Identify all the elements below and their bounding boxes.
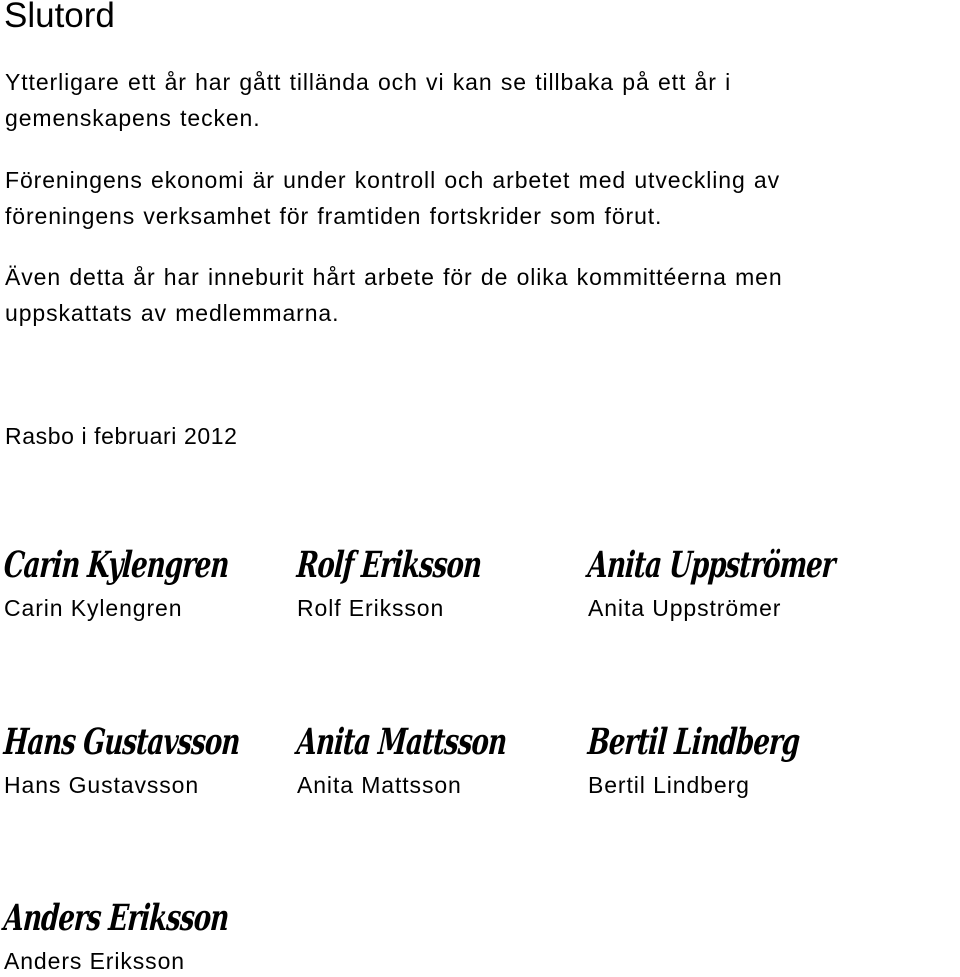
signatory-block <box>4 890 324 976</box>
signatory-name: Bertil Lindberg <box>588 772 750 798</box>
paragraph-line: Ytterligare ett år har gått tillända och vi kan se tillbaka på ett år i <box>5 69 732 95</box>
handwritten-signature: Bertil Lindberg <box>586 721 801 763</box>
signatory-name: Hans Gustavsson <box>4 772 200 798</box>
page-title: Slutord <box>4 0 115 35</box>
closing-paragraph-1 <box>5 64 731 136</box>
signatory-name: Anita Mattsson <box>297 772 462 798</box>
signatory-block <box>297 714 617 800</box>
handwritten-signature: Anita Mattsson <box>295 721 508 763</box>
paragraph-line: föreningens verksamhet för framtiden fortskrider som förut. <box>5 203 663 229</box>
handwritten-signature: Rolf Eriksson <box>295 544 483 586</box>
paragraph-line: Föreningens ekonomi är under kontroll och arbetet med utveckling av <box>5 167 781 193</box>
signatory-name: Rolf Eriksson <box>297 595 445 621</box>
signatory-block <box>588 537 908 623</box>
handwritten-signature: Hans Gustavsson <box>2 721 242 763</box>
signatory-block <box>4 537 324 623</box>
place-and-date: Rasbo i februari 2012 <box>5 423 238 449</box>
signatory-name: Anders Eriksson <box>4 948 185 974</box>
signatory-block <box>4 714 324 800</box>
closing-paragraph-2 <box>5 162 780 234</box>
signatory-block <box>297 537 617 623</box>
signatory-name: Carin Kylengren <box>4 595 183 621</box>
signatory-block <box>588 714 908 800</box>
paragraph-line: gemenskapens tecken. <box>5 105 261 131</box>
paragraph-line: uppskattats av medlemmarna. <box>5 300 340 326</box>
paragraph-line: Även detta år har inneburit hårt arbete för de olika kommittéerna men <box>5 264 783 290</box>
closing-paragraph-3 <box>5 259 783 331</box>
handwritten-signature: Carin Kylengren <box>2 544 231 586</box>
handwritten-signature: Anders Eriksson <box>2 897 231 939</box>
handwritten-signature: Anita Uppströmer <box>586 544 837 586</box>
signatory-name: Anita Uppströmer <box>588 595 782 621</box>
